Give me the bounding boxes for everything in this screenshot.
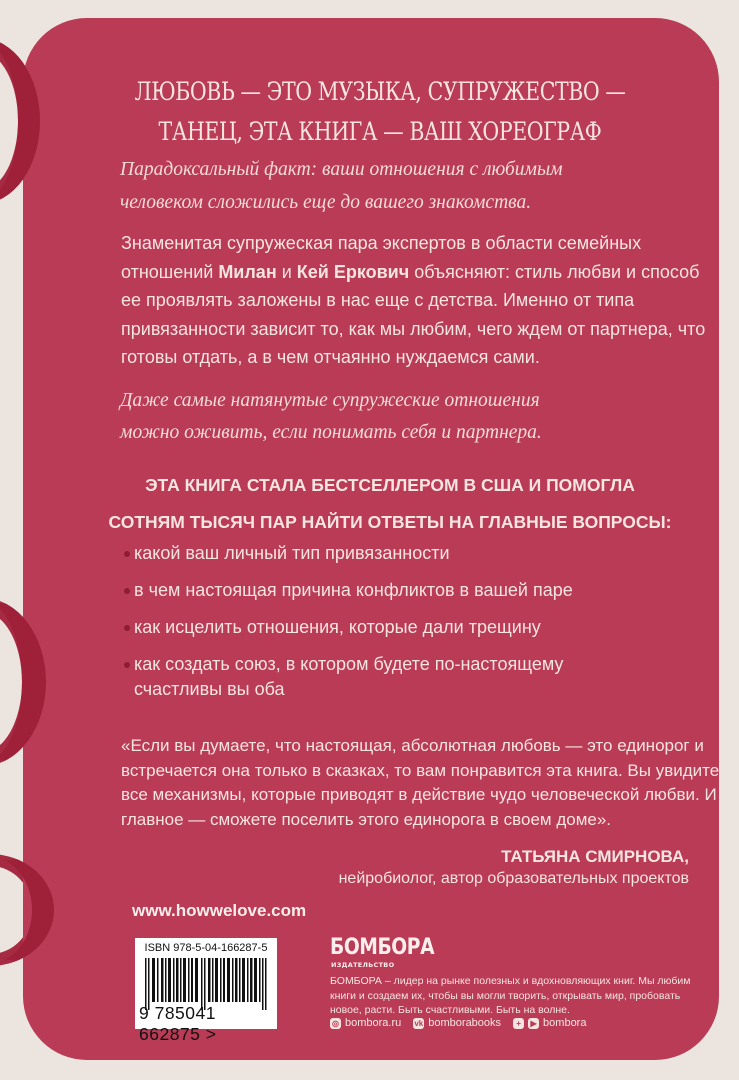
bullet-dot-icon	[124, 625, 130, 631]
quote-author-role: нейробиолог, автор образовательных проектов	[338, 870, 689, 887]
bullet-dot-icon	[124, 588, 130, 594]
publisher-subtitle: ИЗДАТЕЛЬСТВО	[331, 961, 395, 969]
headline-line-1: ЛЮБОВЬ — ЭТО МУЗЫКА, СУПРУЖЕСТВО —	[134, 77, 626, 106]
bestseller-line-2: СОТНЯМ ТЫСЯЧ ПАР НАЙТИ ОТВЕТЫ НА ГЛАВНЫЕ ВОПРОСЫ:	[108, 512, 672, 532]
isbn-barcode	[135, 938, 277, 1044]
isbn-number: ISBN 978-5-04-166287-5	[144, 942, 268, 954]
website-link[interactable]: www.howwelove.com	[132, 901, 307, 920]
barcode-digits: 9 785041 662875 >	[139, 1003, 217, 1044]
author-name-milan: Милан	[218, 261, 277, 282]
plus-icon: +	[513, 1018, 524, 1029]
social-telegram[interactable]: + ▶ bombora	[513, 1017, 586, 1029]
body-paragraph	[121, 229, 721, 372]
body-text-and: и	[276, 261, 297, 282]
author-name-kay: Кей Еркович	[296, 261, 410, 282]
bullet-dot-icon	[124, 551, 130, 557]
lead-paragraph-2	[120, 385, 680, 449]
social-website[interactable]: ◎ bombora.ru	[332, 1017, 402, 1029]
headline-line-2: ТАНЕЦ, ЭТА КНИГА — ВАШ ХОРЕОГРАФ	[158, 117, 602, 146]
lead-line-2: человеком сложились еще до вашего знакомства.	[120, 192, 532, 213]
body-text-1: Знаменитая супружеская пара экспертов в области семейных отношений	[121, 233, 642, 282]
body-text-2: объясняют: стиль любви и способ ее проявлять заложены в нас еще с детства. Именно от типа привязанности зависит то, как мы любим, чего ждем от партнера, что готовы отдать, а в чем отчаянно нуждаемся сами.	[121, 261, 706, 367]
lead-paragraph	[120, 153, 680, 219]
list-item: в чем настоящая причина конфликтов в вашей паре	[124, 578, 684, 603]
bestseller-line-1: ЭТА КНИГА СТАЛА БЕСТСЕЛЛЕРОМ В США И ПОМОГЛА	[145, 475, 635, 495]
list-item: как исцелить отношения, которые дали трещину	[124, 615, 684, 640]
bestseller-heading	[90, 467, 690, 541]
lead-line-1: Парадоксальный факт: ваши отношения с любимым	[120, 159, 563, 180]
globe-icon: ◎	[330, 1018, 341, 1029]
list-item: какой ваш личный тип привязанности	[124, 541, 684, 566]
telegram-icon: ▶	[528, 1018, 539, 1029]
quote-author: ТАТЬЯНА СМИРНОВА,	[501, 847, 689, 866]
list-item: как создать союз, в котором будете по-настоящему счастливы вы оба	[124, 652, 654, 702]
lead2-line-1: Даже самые натянутые супружеские отношения	[120, 390, 540, 411]
social-vk[interactable]: vk bomborabooks	[414, 1017, 502, 1029]
bullet-dot-icon	[124, 662, 130, 668]
publisher-logo: БОМБОРА	[330, 935, 435, 960]
headline	[118, 72, 643, 152]
lead2-line-2: можно оживить, если понимать себя и партнера.	[120, 422, 542, 443]
endorsement-quote: «Если вы думаете, что настоящая, абсолютная любовь — это единорог и встречается она только в сказках, то вам понравится эта книга. Вы увидите все механизмы, которые приводят в действие чудо человеческой любви. И главное — сможете поселить этого единорога в своем доме».	[121, 736, 720, 829]
vk-icon: vk	[414, 1018, 424, 1028]
publisher-description: БОМБОРА – лидер на рынке полезных и вдохновляющих книг. Мы любим книги и создаем их, чтобы вы могли творить, открывать мир, пробовать новое, расти. Быть счастливыми. Быть на волне.	[330, 975, 691, 1016]
publisher-socials	[330, 1017, 586, 1029]
questions-list	[124, 541, 684, 714]
